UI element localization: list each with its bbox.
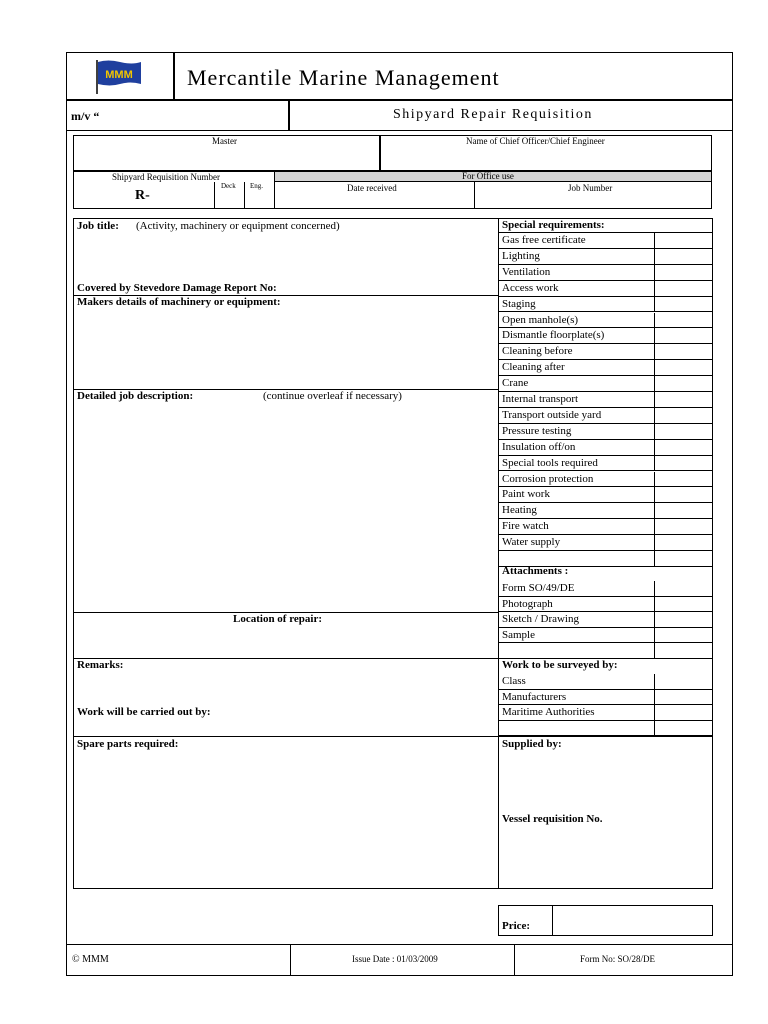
makers-label: Makers details of machinery or equipment: bbox=[77, 296, 281, 308]
special-requirement-checkbox[interactable] bbox=[654, 297, 712, 312]
special-requirement-row bbox=[499, 233, 712, 249]
special-requirement-checkbox[interactable] bbox=[654, 376, 712, 391]
work-by-label: Work will be carried out by: bbox=[77, 706, 211, 718]
surveyed-by-row bbox=[499, 674, 712, 690]
special-requirement-label: Water supply bbox=[502, 536, 561, 549]
surveyed-by-row bbox=[499, 690, 712, 706]
attachment-label: Sample bbox=[502, 628, 535, 641]
special-requirement-checkbox[interactable] bbox=[654, 456, 712, 471]
eng-label: Eng. bbox=[250, 182, 264, 190]
detailed-label: Detailed job description: bbox=[77, 390, 194, 402]
special-requirement-checkbox[interactable] bbox=[654, 313, 712, 328]
special-requirement-checkbox[interactable] bbox=[654, 392, 712, 407]
special-requirement-row bbox=[499, 503, 712, 519]
special-requirement-label: Crane bbox=[502, 377, 529, 390]
special-requirement-checkbox[interactable] bbox=[654, 281, 712, 296]
special-requirement-row bbox=[499, 328, 712, 344]
attachment-checkbox[interactable] bbox=[654, 643, 712, 658]
special-requirement-checkbox[interactable] bbox=[654, 424, 712, 439]
special-requirement-row bbox=[499, 265, 712, 281]
vessel-label: m/v “ bbox=[71, 109, 100, 123]
special-requirement-label: Special tools required bbox=[502, 456, 598, 469]
special-requirement-checkbox[interactable] bbox=[654, 328, 712, 343]
special-requirement-checkbox[interactable] bbox=[654, 360, 712, 375]
master-label: Master bbox=[212, 136, 237, 146]
attachment-row bbox=[499, 612, 712, 628]
price-label: Price: bbox=[502, 920, 531, 932]
special-requirement-row bbox=[499, 424, 712, 440]
special-requirement-checkbox[interactable] bbox=[654, 519, 712, 534]
attachment-row bbox=[499, 581, 712, 597]
spare-label: Spare parts required: bbox=[77, 738, 179, 750]
attachment-checkbox[interactable] bbox=[654, 581, 712, 596]
attachment-checkbox[interactable] bbox=[654, 628, 712, 643]
detailed-box bbox=[73, 389, 499, 613]
special-requirement-checkbox[interactable] bbox=[654, 440, 712, 455]
attachments-heading: Attachments : bbox=[502, 565, 569, 577]
special-requirement-label: Dismantle floorplate(s) bbox=[502, 329, 605, 342]
surveyed-by-label: Manufacturers bbox=[502, 690, 567, 703]
req-prefix: R- bbox=[135, 188, 150, 203]
logo-flag-icon bbox=[96, 58, 142, 94]
special-requirement-checkbox[interactable] bbox=[654, 408, 712, 423]
special-requirement-row bbox=[499, 249, 712, 265]
remarks-box bbox=[73, 658, 499, 737]
job-title-label: Job title: bbox=[77, 220, 119, 232]
logo-text: MMM bbox=[105, 69, 133, 81]
special-requirement-row bbox=[499, 472, 712, 488]
attachment-row bbox=[499, 643, 712, 659]
special-requirement-checkbox[interactable] bbox=[654, 535, 712, 550]
special-requirement-row bbox=[499, 344, 712, 360]
special-requirement-label: Insulation off/on bbox=[502, 440, 576, 453]
special-requirement-row bbox=[499, 487, 712, 503]
special-requirement-row bbox=[499, 297, 712, 313]
special-requirement-label: Internal transport bbox=[502, 393, 579, 405]
date-received-label: Date received bbox=[347, 183, 397, 193]
surveyed-by-checkbox[interactable] bbox=[654, 674, 712, 689]
special-requirement-label: Access work bbox=[502, 281, 559, 294]
surveyed-by-label: Class bbox=[502, 675, 526, 687]
surveyed-heading: Work to be surveyed by: bbox=[502, 659, 618, 671]
attachment-checkbox[interactable] bbox=[654, 612, 712, 627]
surveyed-by-row bbox=[499, 721, 712, 737]
deck-label: Deck bbox=[221, 182, 236, 190]
makers-box bbox=[73, 295, 499, 390]
vessel-box bbox=[66, 100, 289, 131]
special-requirement-row bbox=[499, 535, 712, 551]
special-requirement-label: Paint work bbox=[502, 488, 550, 501]
surveyed-by-checkbox[interactable] bbox=[654, 721, 712, 736]
form-title: Shipyard Repair Requisition bbox=[393, 107, 593, 122]
company-name: Mercantile Marine Management bbox=[187, 65, 500, 90]
special-requirement-label: Cleaning after bbox=[502, 361, 565, 374]
special-requirement-checkbox[interactable] bbox=[654, 249, 712, 264]
req-number-label: Shipyard Requisition Number bbox=[112, 172, 220, 182]
attachment-row bbox=[499, 628, 712, 644]
footer-form-no: Form No: SO/28/DE bbox=[580, 954, 656, 964]
special-requirement-row bbox=[499, 281, 712, 297]
special-requirement-row bbox=[499, 313, 712, 329]
special-requirement-row bbox=[499, 408, 712, 424]
supplied-by-label: Supplied by: bbox=[502, 738, 562, 750]
vessel-req-label: Vessel requisition No. bbox=[502, 813, 603, 825]
special-requirement-checkbox[interactable] bbox=[654, 265, 712, 280]
chief-label: Name of Chief Officer/Chief Engineer bbox=[466, 136, 605, 146]
attachment-label: Photograph bbox=[502, 597, 553, 610]
special-requirement-label: Corrosion protection bbox=[502, 472, 594, 485]
special-requirement-label: Cleaning before bbox=[502, 345, 573, 358]
price-field[interactable] bbox=[552, 905, 713, 936]
detailed-note: (continue overleaf if necessary) bbox=[263, 390, 402, 402]
location-label: Location of repair: bbox=[233, 613, 323, 625]
footer-issue-date: Issue Date : 01/03/2009 bbox=[352, 954, 438, 964]
office-use-label: For Office use bbox=[462, 171, 514, 181]
surveyed-by-label: Maritime Authorities bbox=[502, 706, 595, 719]
attachment-label: Sketch / Drawing bbox=[502, 613, 579, 625]
attachment-checkbox[interactable] bbox=[654, 597, 712, 612]
special-requirement-row bbox=[499, 360, 712, 376]
spare-box bbox=[73, 736, 499, 889]
special-requirement-checkbox[interactable] bbox=[654, 472, 712, 487]
footer-copyright: © MMM bbox=[72, 954, 109, 965]
special-requirement-label: Pressure testing bbox=[502, 424, 572, 437]
special-requirement-label: Gas free certificate bbox=[502, 234, 586, 246]
special-requirement-checkbox[interactable] bbox=[654, 233, 712, 248]
special-requirement-row bbox=[499, 392, 712, 408]
special-requirement-row bbox=[499, 440, 712, 456]
special-requirement-checkbox[interactable] bbox=[654, 551, 712, 566]
special-requirement-label: Lighting bbox=[502, 249, 540, 262]
attachment-label: Form SO/49/DE bbox=[502, 582, 575, 594]
special-requirement-checkbox[interactable] bbox=[654, 503, 712, 518]
special-requirement-row bbox=[499, 519, 712, 535]
special-requirement-row bbox=[499, 456, 712, 472]
special-requirement-checkbox[interactable] bbox=[654, 344, 712, 359]
special-requirement-label: Heating bbox=[502, 504, 537, 517]
special-requirement-row bbox=[499, 376, 712, 392]
special-requirement-label: Fire watch bbox=[502, 520, 549, 533]
special-heading: Special requirements: bbox=[502, 219, 605, 231]
special-requirement-label: Staging bbox=[502, 297, 536, 310]
remarks-label: Remarks: bbox=[77, 659, 124, 671]
job-number-label: Job Number bbox=[568, 183, 613, 193]
surveyed-by-checkbox[interactable] bbox=[654, 705, 712, 720]
special-requirement-checkbox[interactable] bbox=[654, 487, 712, 502]
surveyed-by-row bbox=[499, 705, 712, 721]
surveyed-by-checkbox[interactable] bbox=[654, 690, 712, 705]
covered-label: Covered by Stevedore Damage Report No: bbox=[77, 282, 277, 294]
special-requirement-label: Open manhole(s) bbox=[502, 313, 579, 326]
special-requirement-label: Transport outside yard bbox=[502, 408, 602, 421]
attachment-row bbox=[499, 597, 712, 613]
job-title-note: (Activity, machinery or equipment concerned) bbox=[136, 220, 340, 232]
special-requirement-label: Ventilation bbox=[502, 265, 551, 278]
